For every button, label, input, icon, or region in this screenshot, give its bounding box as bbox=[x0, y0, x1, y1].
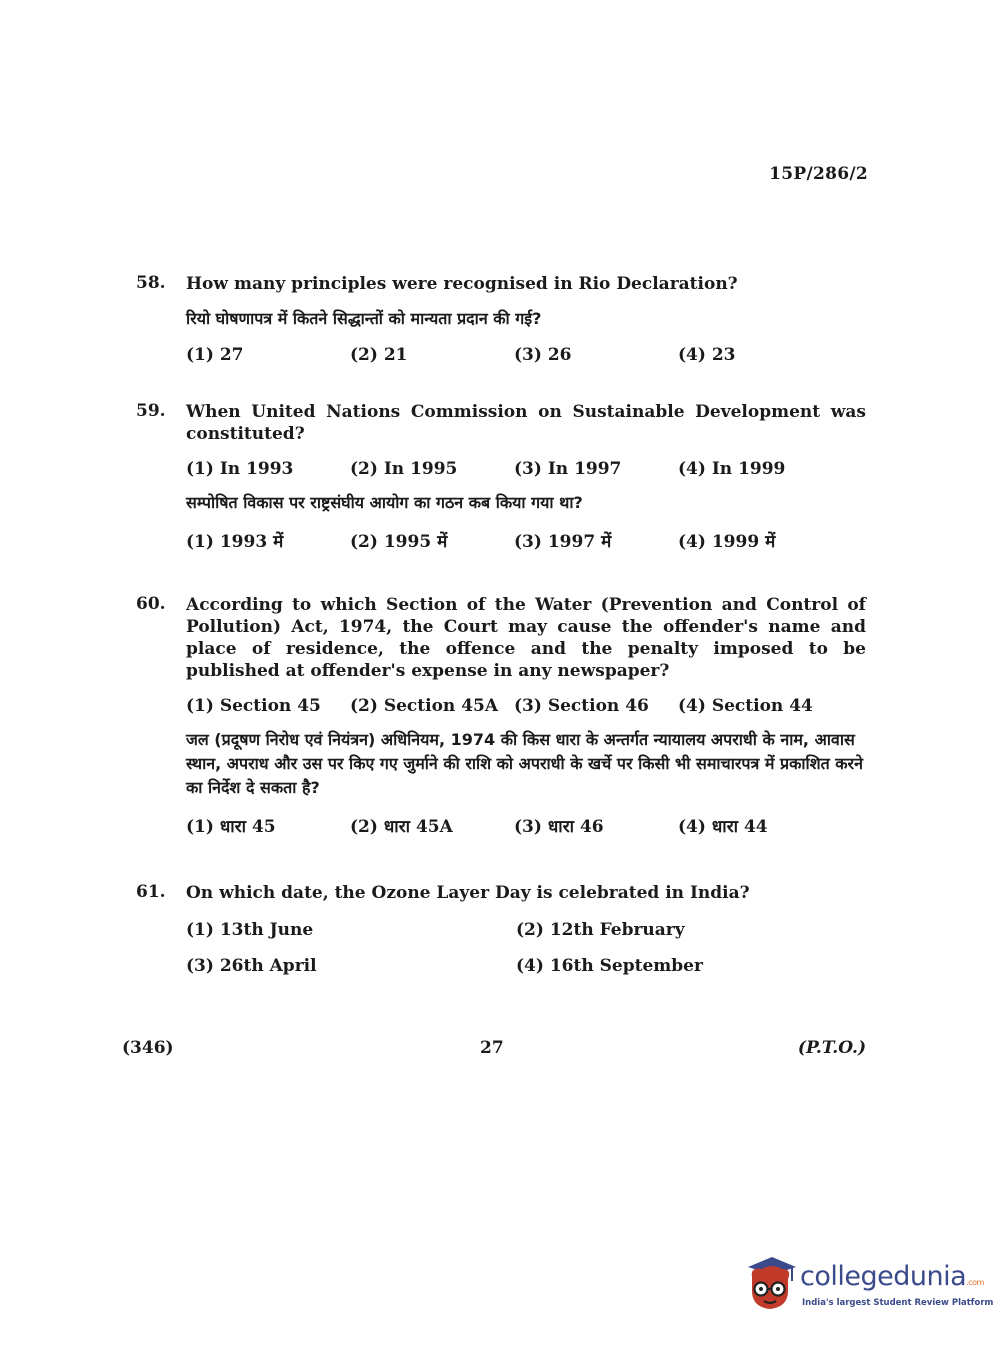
question-text-hi: जल (प्रदूषण निरोध एवं नियंत्रन) अधिनियम, 1974 की किस धारा के अन्तर्गत न्यायालय अपराधी के नाम, आवास स्थान, अपराध और उस पर किए गए जुर्माने की राशि को अपराधी के खर्चे पर किसी भी समाचारपत्र में प्रकाशित करने का निर्देश दे सकता है? bbox=[186, 730, 863, 797]
pto-label: (P.T.O.) bbox=[797, 1038, 866, 1058]
question-60 bbox=[136, 594, 866, 837]
option-1: (1) 13th June bbox=[186, 920, 314, 940]
footer-code: (346) bbox=[122, 1038, 174, 1058]
option-3-hi: (3) 1997 में bbox=[514, 532, 612, 552]
option-4: (4) In 1999 bbox=[678, 459, 786, 479]
options bbox=[186, 920, 866, 976]
option-3: (3) 26 bbox=[514, 345, 572, 365]
question-text-hi: रियो घोषणापत्र में कितने सिद्धान्तों को मान्यता प्रदान की गई? bbox=[186, 309, 542, 328]
question-text-en: According to which Section of the Water (Prevention and Control of Pollution) Act, 1974, the Court may cause the offender's name and place of residence, the offence and the penalty imposed to be published at offender's expense in any newspaper? bbox=[186, 595, 866, 681]
question-text-en: When United Nations Commission on Sustainable Development was constituted? bbox=[186, 402, 866, 444]
paper-code: 15P/286/2 bbox=[769, 164, 868, 184]
option-1-hi: (1) 1993 में bbox=[186, 532, 284, 552]
option-1: (1) 27 bbox=[186, 345, 244, 365]
logo-tagline: India's largest Student Review Platform bbox=[802, 1298, 994, 1308]
option-4: (4) 16th September bbox=[516, 956, 703, 976]
question-58 bbox=[136, 273, 866, 365]
question-number: 59. bbox=[136, 401, 166, 421]
option-3: (3) In 1997 bbox=[514, 459, 622, 479]
question-number: 60. bbox=[136, 594, 166, 614]
options-en bbox=[186, 696, 866, 716]
option-2: (2) Section 45A bbox=[350, 696, 499, 716]
options bbox=[186, 345, 866, 365]
question-number: 61. bbox=[136, 882, 166, 902]
option-4-hi: (4) 1999 में bbox=[678, 532, 776, 552]
question-text-en: How many principles were recognised in Rio Declaration? bbox=[186, 274, 738, 294]
mascot-icon bbox=[742, 1253, 798, 1313]
question-text-hi: सम्पोषित विकास पर राष्ट्रसंघीय आयोग का गठन कब किया गया था? bbox=[186, 493, 583, 512]
option-2: (2) In 1995 bbox=[350, 459, 458, 479]
logo-wordmark: collegedunia.com bbox=[800, 1261, 984, 1292]
question-59 bbox=[136, 401, 866, 552]
question-text-en: On which date, the Ozone Layer Day is celebrated in India? bbox=[186, 883, 750, 903]
options-hi bbox=[186, 529, 866, 552]
option-3: (3) 26th April bbox=[186, 956, 317, 976]
question-number: 58. bbox=[136, 273, 166, 293]
option-4: (4) Section 44 bbox=[678, 696, 813, 716]
option-4: (4) 23 bbox=[678, 345, 736, 365]
page-number: 27 bbox=[480, 1038, 504, 1058]
option-4-hi: (4) धारा 44 bbox=[678, 817, 768, 837]
collegedunia-watermark bbox=[742, 1253, 994, 1315]
option-3: (3) Section 46 bbox=[514, 696, 649, 716]
option-1: (1) In 1993 bbox=[186, 459, 294, 479]
option-2-hi: (2) 1995 में bbox=[350, 532, 448, 552]
option-1: (1) Section 45 bbox=[186, 696, 321, 716]
question-61 bbox=[136, 882, 866, 976]
options-hi bbox=[186, 814, 866, 837]
option-2-hi: (2) धारा 45A bbox=[350, 817, 453, 837]
option-2: (2) 21 bbox=[350, 345, 408, 365]
option-3-hi: (3) धारा 46 bbox=[514, 817, 604, 837]
options-en bbox=[186, 459, 866, 479]
option-1-hi: (1) धारा 45 bbox=[186, 817, 276, 837]
option-2: (2) 12th February bbox=[516, 920, 685, 940]
